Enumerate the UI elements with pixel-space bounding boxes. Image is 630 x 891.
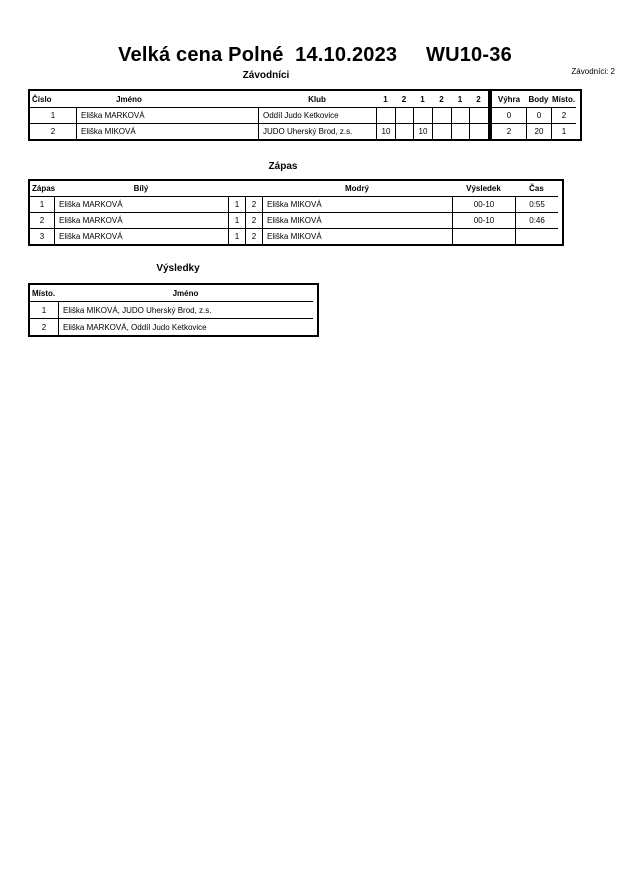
header-bily: Bílý xyxy=(133,184,149,193)
header-misto: Místo. xyxy=(551,94,576,104)
header-klub: Klub xyxy=(308,94,326,104)
competitors-header-row xyxy=(30,91,580,107)
cell-score-2 xyxy=(395,123,413,139)
cell-score-3 xyxy=(413,107,432,123)
header-score-4: 2 xyxy=(439,94,444,104)
cell-time: 0:46 xyxy=(515,212,558,228)
cell-blue-number: 2 xyxy=(245,228,262,244)
cell-score-2 xyxy=(395,107,413,123)
section-label-results: Výsledky xyxy=(156,263,200,274)
header-vyhra: Výhra xyxy=(488,91,526,107)
competitor-row xyxy=(30,107,580,123)
cell-white-number: 1 xyxy=(228,212,245,228)
competitor-row xyxy=(30,123,580,139)
cell-score-5 xyxy=(451,123,469,139)
match-row xyxy=(30,212,562,228)
section-label-competitors: Závodníci xyxy=(242,70,290,81)
cell-body: 20 xyxy=(526,123,551,139)
competitors-table xyxy=(28,89,582,141)
competitors-count: Závodníci: 2 xyxy=(571,67,615,76)
cell-white-number: 1 xyxy=(228,196,245,212)
results-header-row xyxy=(30,285,317,301)
header-score-6: 2 xyxy=(476,94,481,104)
cell-score-6 xyxy=(469,123,488,139)
cell-klub: JUDO Uherský Brod, z.s. xyxy=(258,123,376,139)
cell-name-club: Eliška MARKOVÁ, Oddíl Judo Ketkovice xyxy=(58,318,313,335)
result-row xyxy=(30,318,317,335)
cell-score-1 xyxy=(376,107,395,123)
cell-white-name: Eliška MARKOVÁ xyxy=(54,212,228,228)
cell-match-number: 1 xyxy=(30,196,54,212)
cell-misto: 2 xyxy=(551,107,576,123)
cell-result: 00-10 xyxy=(452,196,515,212)
header-score-5: 1 xyxy=(457,94,463,104)
cell-vyhra: 2 xyxy=(488,123,526,139)
header-vysledek: Výsledek xyxy=(466,184,501,193)
header-score-3: 1 xyxy=(420,94,425,104)
page-title: Velká cena Polné 14.10.2023 WU10-36 xyxy=(118,44,512,66)
cell-blue-number: 2 xyxy=(245,196,262,212)
cell-jmeno: Eliška MARKOVÁ xyxy=(76,107,258,123)
matches-table xyxy=(28,179,564,246)
header-misto: Místo. xyxy=(32,288,56,298)
cell-match-number: 3 xyxy=(30,228,54,244)
header-spacer xyxy=(245,181,262,196)
cell-klub: Oddíl Judo Ketkovice xyxy=(258,107,376,123)
cell-misto: 1 xyxy=(551,123,576,139)
header-cas: Čas xyxy=(529,184,544,193)
matches-header-row xyxy=(30,181,562,196)
header-score-1: 1 xyxy=(383,94,388,104)
header-jmeno: Jméno xyxy=(172,288,199,298)
cell-time: 0:55 xyxy=(515,196,558,212)
results-table xyxy=(28,283,319,337)
cell-result: 00-10 xyxy=(452,212,515,228)
section-label-matches: Zápas xyxy=(268,161,298,172)
header-cislo: Číslo xyxy=(32,94,52,104)
cell-cislo: 2 xyxy=(30,123,76,139)
match-row xyxy=(30,196,562,212)
cell-white-number: 1 xyxy=(228,228,245,244)
cell-jmeno: Eliška MIKOVÁ xyxy=(76,123,258,139)
cell-blue-name: Eliška MIKOVÁ xyxy=(262,212,452,228)
cell-name-club: Eliška MIKOVÁ, JUDO Uherský Brod, z.s. xyxy=(58,301,313,318)
cell-blue-name: Eliška MIKOVÁ xyxy=(262,228,452,244)
cell-match-number: 2 xyxy=(30,212,54,228)
result-row xyxy=(30,301,317,318)
cell-score-6 xyxy=(469,107,488,123)
match-row xyxy=(30,228,562,244)
cell-score-3: 10 xyxy=(413,123,432,139)
cell-cislo: 1 xyxy=(30,107,76,123)
cell-result xyxy=(452,228,515,244)
cell-score-4 xyxy=(432,123,451,139)
cell-body: 0 xyxy=(526,107,551,123)
cell-white-name: Eliška MARKOVÁ xyxy=(54,196,228,212)
header-modry: Modrý xyxy=(345,184,369,193)
cell-score-4 xyxy=(432,107,451,123)
cell-vyhra: 0 xyxy=(488,107,526,123)
cell-blue-number: 2 xyxy=(245,212,262,228)
cell-place: 2 xyxy=(30,318,58,335)
cell-score-5 xyxy=(451,107,469,123)
cell-blue-name: Eliška MIKOVÁ xyxy=(262,196,452,212)
header-spacer xyxy=(228,181,245,196)
header-zapas: Zápas xyxy=(32,184,56,193)
header-body: Body xyxy=(528,94,549,104)
cell-place: 1 xyxy=(30,301,58,318)
cell-score-1: 10 xyxy=(376,123,395,139)
cell-time xyxy=(515,228,558,244)
header-jmeno: Jméno xyxy=(116,94,142,104)
header-score-2: 2 xyxy=(401,94,407,104)
cell-white-name: Eliška MARKOVÁ xyxy=(54,228,228,244)
